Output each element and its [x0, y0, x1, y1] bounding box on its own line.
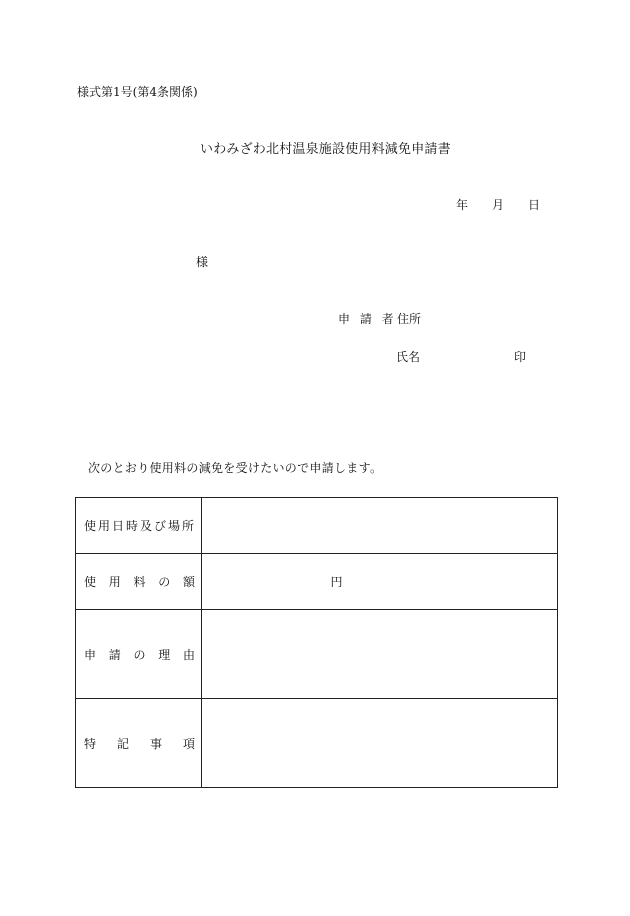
table-label-cell [76, 498, 202, 554]
applicant-label: 申 請 者 [338, 312, 394, 326]
yen-unit-label: 円 [330, 575, 343, 589]
table-label-cell [76, 699, 202, 788]
date-year-label: 年 [456, 198, 469, 212]
name-label: 氏名 [396, 350, 421, 364]
fee-amount-label: 使用料の額 [84, 575, 195, 589]
special-notes-label: 特記事項 [84, 736, 195, 751]
date-day-label: 日 [528, 198, 541, 212]
intro-text: 次のとおり使用料の減免を受けたいので申請します。 [88, 461, 383, 475]
table-row-usage-datetime-place [76, 498, 558, 554]
table-label-cell [76, 610, 202, 699]
table-row-special-notes [76, 699, 558, 788]
reason-label: 申請の理由 [84, 647, 195, 662]
table-row-fee-amount [76, 554, 558, 610]
application-table [75, 497, 558, 788]
table-label-cell [76, 554, 202, 610]
fee-amount-field[interactable] [202, 554, 558, 610]
reason-field[interactable] [202, 610, 558, 699]
form-number: 様式第1号(第4条関係) [77, 85, 198, 99]
addressee-suffix: 様 [196, 255, 209, 269]
date-month-label: 月 [492, 198, 505, 212]
document-title: いわみざわ北村温泉施設使用料減免申請書 [200, 142, 451, 157]
address-label: 住所 [397, 312, 422, 326]
table-row-reason [76, 610, 558, 699]
seal-label: 印 [514, 350, 527, 364]
usage-datetime-place-label: 使用日時及び場所 [84, 519, 197, 533]
usage-datetime-place-field[interactable] [202, 498, 558, 554]
special-notes-field[interactable] [202, 699, 558, 788]
